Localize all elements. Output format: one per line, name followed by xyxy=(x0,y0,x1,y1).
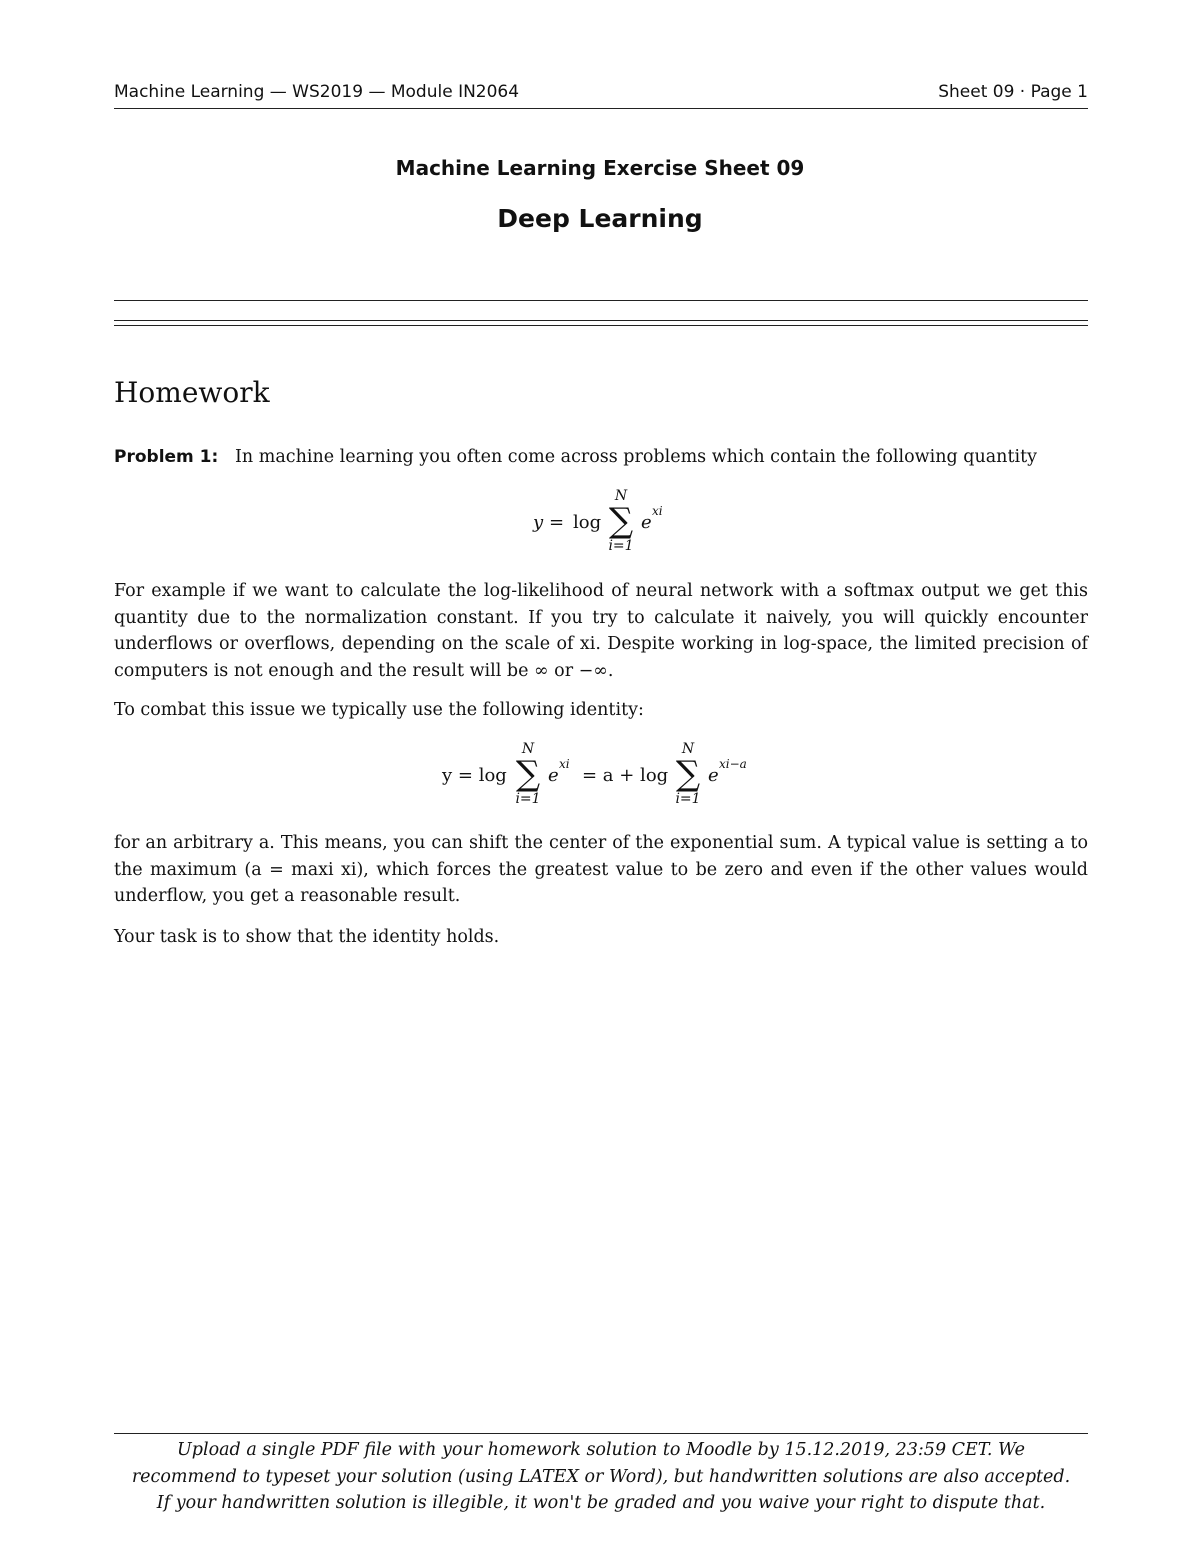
header-course: Machine Learning — WS2019 — Module IN2064 xyxy=(114,82,520,102)
eq2-term-right: e xyxy=(708,765,719,786)
header-page-number: Sheet 09 · Page 1 xyxy=(938,82,1088,102)
eq2-lhs: y = log xyxy=(442,765,507,786)
footer-line-2: recommend to typeset your solution (using LATEX or Word), but handwritten solutions are also accepted. xyxy=(131,1466,1071,1487)
sum-upper-limit: N xyxy=(614,488,628,504)
summation-symbol-left: N ∑ i=1 xyxy=(510,741,546,807)
submission-instructions xyxy=(114,1437,1088,1517)
page-header xyxy=(114,82,1088,109)
problem-intro xyxy=(114,444,1088,471)
sum-lower-limit: i=1 xyxy=(515,791,541,807)
double-divider-top xyxy=(114,320,1088,321)
sum-lower-limit: i=1 xyxy=(675,791,701,807)
double-divider-bottom xyxy=(114,325,1088,326)
eq2-exponent-right: xi−a xyxy=(719,757,747,771)
eq2-middle: = a + log xyxy=(582,765,669,786)
sum-upper-limit: N xyxy=(681,741,695,757)
eq1-exponent: xi xyxy=(652,504,663,518)
problem-label: Problem 1: xyxy=(114,447,219,467)
eq2-exponent-left: xi xyxy=(559,757,570,771)
divider-line xyxy=(114,300,1088,301)
paragraph-explanation: for an arbitrary a. This means, you can shift the center of the exponential sum. A typical value is setting a to the maximum (a = maxi xi), which forces the greatest value to be zero and even if the other values would underflow, you get a reasonable result. xyxy=(114,833,1088,906)
eq1-term: e xyxy=(641,512,652,533)
eq1-equals: = xyxy=(549,512,565,533)
paragraph-identity-intro: To combat this issue we typically use the following identity: xyxy=(114,700,644,720)
footer-line-3: If your handwritten solution is illegible, it won't be graded and you waive your right to dispute that. xyxy=(156,1493,1046,1513)
paragraph-task: Your task is to show that the identity holds. xyxy=(114,927,500,947)
sum-lower-limit: i=1 xyxy=(608,538,634,554)
summation-symbol: N ∑ i=1 xyxy=(603,488,639,554)
eq2-term-left: e xyxy=(548,765,559,786)
paragraph-motivation: For example if we want to calculate the log-likelihood of neural network with a softmax output we get this quantity due to the normalization constant. If you try to calculate it naively, you will quickly encounter underflows or overflows, depending on the scale of xi. Despite working in log-space, the limited precision of computers is not enough and the result will be ∞ or −∞. xyxy=(114,581,1088,681)
sheet-subtitle: Deep Learning xyxy=(497,204,703,233)
sum-upper-limit: N xyxy=(521,741,535,757)
eq1-log: log xyxy=(573,512,602,533)
section-heading: Homework xyxy=(114,376,270,409)
problem-intro-text: In machine learning you often come across problems which contain the following quantity xyxy=(235,447,1037,467)
sheet-title: Machine Learning Exercise Sheet 09 xyxy=(395,156,805,180)
summation-symbol-right: N ∑ i=1 xyxy=(670,741,706,807)
eq1-lhs: y xyxy=(533,512,544,533)
footer-line-1: Upload a single PDF file with your homework solution to Moodle by 15.12.2019, 23:59 CET. We xyxy=(177,1440,1025,1460)
footer-divider xyxy=(114,1433,1088,1434)
